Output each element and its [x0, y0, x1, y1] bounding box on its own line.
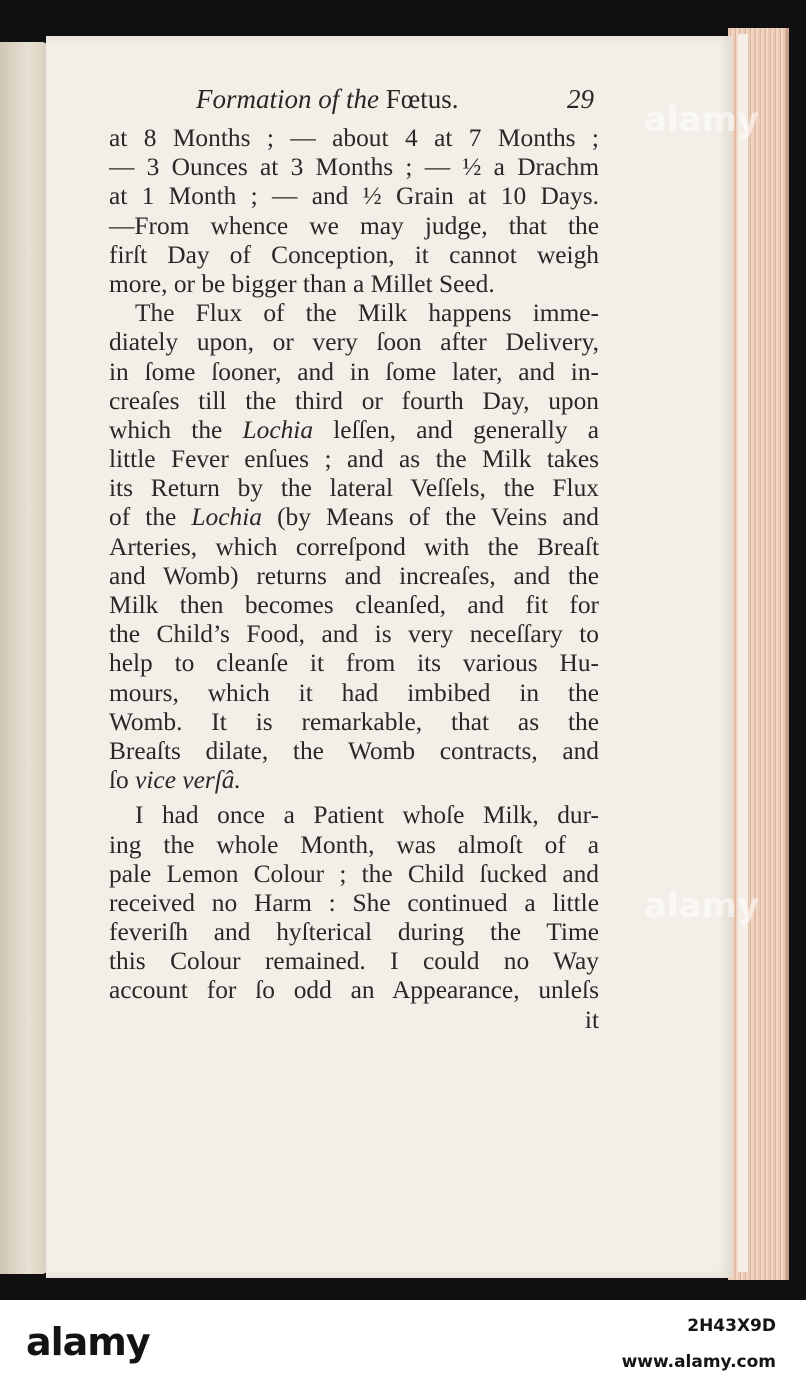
running-head-italic: Formation of the — [196, 84, 379, 114]
watermark-url: www.alamy.com — [621, 1352, 776, 1372]
overlay-watermark: alamy — [644, 886, 760, 926]
left-page-edge — [0, 42, 48, 1274]
text-line: ing the whole Month, was almoſt of a — [109, 830, 599, 859]
text-segment: leſſen, and generally a — [313, 415, 600, 444]
running-head-title — [196, 84, 459, 115]
text-segment: of the — [109, 503, 192, 532]
text-line: pale Lemon Colour ; the Child ſucked and — [109, 859, 599, 888]
text-line: creaſes till the third or fourth Day, upon — [109, 386, 599, 415]
text-line: Breaſts dilate, the Womb contracts, and — [109, 736, 599, 765]
text-line: and Womb) returns and increaſes, and the — [109, 561, 599, 590]
italic-term-lochia: Lochia — [191, 503, 262, 532]
page-gutter-shadow — [738, 34, 748, 1272]
text-line: at 8 Months ; — about 4 at 7 Months ; — [109, 124, 599, 152]
text-line: help to cleanſe it from its various Hu- — [109, 649, 599, 678]
image-id: 2H43X9D — [687, 1316, 776, 1336]
text-line — [109, 416, 599, 445]
text-segment: (by Means of the Veins and — [261, 503, 599, 532]
alamy-logo: alamy — [26, 1320, 150, 1364]
paragraph-start-line: I had once a Patient whoſe Milk, dur- — [135, 801, 599, 830]
text-line: little Fever enſues ; and as the Milk takes — [109, 445, 599, 474]
running-head — [150, 84, 600, 124]
text-line: — 3 Ounces at 3 Months ; — ½ a Drachm — [109, 153, 599, 182]
text-line: Milk then becomes cleanſed, and fit for — [109, 591, 599, 619]
text-line: received no Harm : She continued a little — [109, 888, 599, 917]
text-line: the Child’s Food, and is very neceſſary to — [109, 620, 599, 649]
catchword: it — [584, 1005, 599, 1034]
text-line: diately upon, or very ſoon after Delivery, — [109, 328, 599, 357]
italic-term-vice-versa: vice verſâ. — [135, 766, 241, 795]
text-line: this Colour remained. I could no Way — [109, 947, 599, 976]
text-line: Womb. It is remarkable, that as the — [109, 707, 599, 736]
text-line: at 1 Month ; — and ½ Grain at 10 Days. — [109, 182, 599, 211]
text-segment: ſo — [109, 766, 136, 795]
overlay-watermark: alamy — [644, 100, 760, 140]
stock-watermark-bar — [0, 1300, 806, 1390]
text-line: mours, which it had imbibed in the — [109, 678, 599, 707]
text-line: more, or be bigger than a Millet Seed. — [109, 269, 495, 298]
page-number: 29 — [567, 84, 594, 114]
text-line: —From whence we may judge, that the — [109, 211, 599, 240]
text-segment: which the — [109, 415, 243, 444]
italic-term-lochia: Lochia — [242, 415, 314, 444]
text-line: in ſome ſooner, and in ſome later, and in- — [109, 357, 599, 386]
running-head-roman: Fœtus. — [379, 84, 459, 114]
text-line: its Return by the lateral Veſſels, the Flux — [109, 474, 599, 503]
text-line: feveriſh and hyſterical during the Time — [109, 918, 599, 947]
text-line: account for ſo odd an Appearance, unleſs — [109, 976, 599, 1005]
text-line: Arteries, which correſpond with the Breaſt — [109, 532, 599, 561]
text-line — [109, 503, 599, 532]
text-line: firſt Day of Conception, it cannot weigh — [109, 240, 599, 269]
paragraph-start-line: The Flux of the Milk happens imme- — [135, 299, 599, 328]
text-line — [109, 766, 599, 795]
page-body-text — [109, 124, 599, 1035]
